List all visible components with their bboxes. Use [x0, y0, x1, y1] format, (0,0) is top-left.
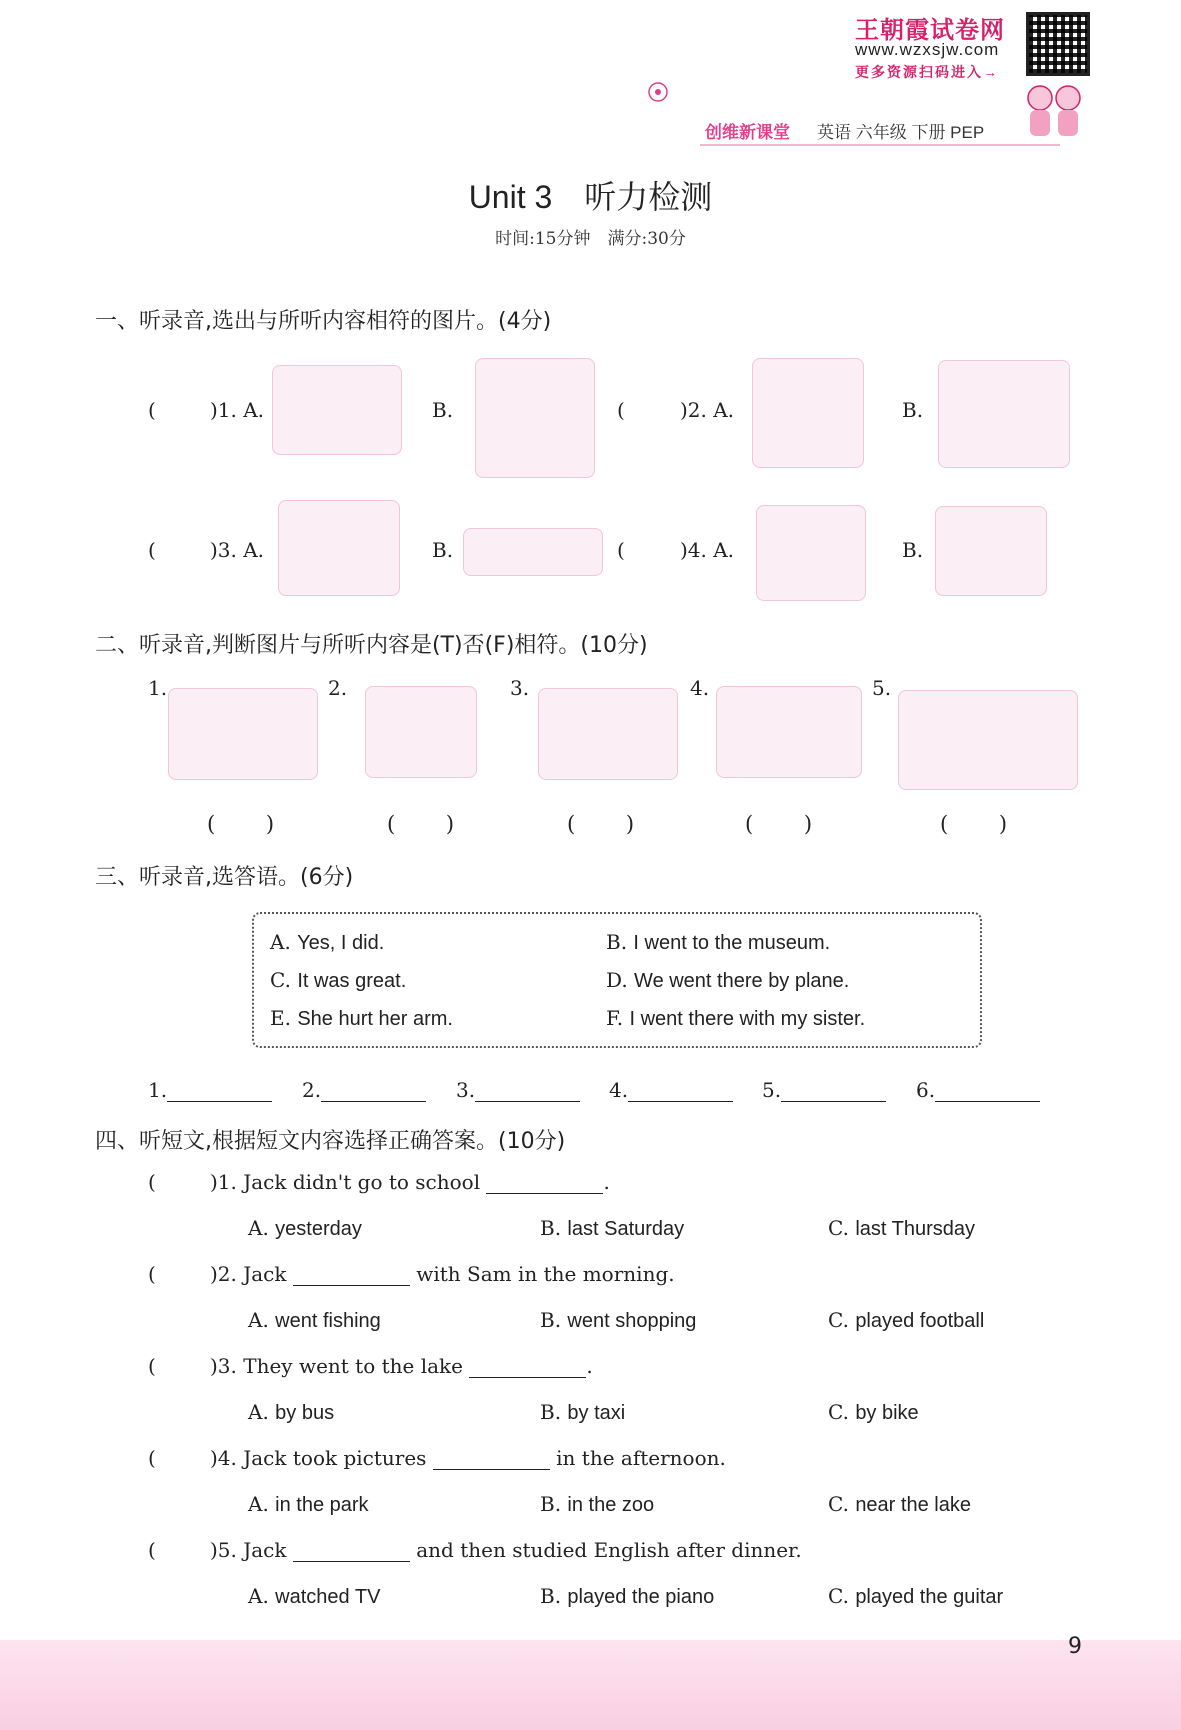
section4-heading: 四、听短文,根据短文内容选择正确答案。(10分): [95, 1129, 566, 1154]
brand-promo: 更多资源扫码进入→: [855, 64, 999, 80]
subject-label: 英语 六年级 下册 PEP: [817, 123, 985, 142]
paren-open: (: [148, 1170, 156, 1194]
paren-open: (: [617, 398, 625, 422]
question-4-label: )4. A.: [680, 538, 735, 562]
picture-2b[interactable]: [938, 360, 1070, 468]
question-3-label: )3. A.: [210, 538, 265, 562]
question-1b-label: B.: [432, 398, 454, 422]
choice-c[interactable]: C. near the lake: [828, 1492, 971, 1516]
paren-open: (: [148, 1538, 156, 1562]
choice-b[interactable]: B. in the zoo: [540, 1492, 655, 1516]
question-text: )4. Jack took pictures in the afternoon.: [210, 1446, 726, 1470]
paren-open: (: [148, 1262, 156, 1286]
tf-answer-paren[interactable]: ( ): [940, 812, 1030, 836]
tf-item-number: 3.: [510, 676, 530, 700]
tf-picture-2[interactable]: [365, 686, 477, 778]
choice-a[interactable]: A. went fishing: [248, 1308, 381, 1332]
section1-heading: 一、听录音,选出与所听内容相符的图片。(4分): [95, 309, 552, 334]
answer-blank-3[interactable]: 3.: [456, 1078, 580, 1102]
choice-a[interactable]: A. yesterday: [248, 1216, 362, 1240]
paren-open: (: [148, 1354, 156, 1378]
page-number: 9: [1068, 1634, 1082, 1659]
question-2b-label: B.: [902, 398, 924, 422]
choice-b[interactable]: B. by taxi: [540, 1400, 626, 1424]
choice-a[interactable]: A. watched TV: [248, 1584, 381, 1608]
option-a: A. Yes, I did.: [270, 930, 385, 954]
answer-blank-1[interactable]: 1.: [148, 1078, 272, 1102]
paren-open: (: [148, 1446, 156, 1470]
picture-3a[interactable]: [278, 500, 400, 596]
option-e: E. She hurt her arm.: [270, 1006, 453, 1030]
tf-picture-1[interactable]: [168, 688, 318, 780]
choice-c[interactable]: C. by bike: [828, 1400, 919, 1424]
option-b: B. I went to the museum.: [606, 930, 831, 954]
question-2-label: )2. A.: [680, 398, 735, 422]
sparkle-decoration-icon: [644, 78, 672, 106]
paren-open: (: [148, 538, 156, 562]
tf-picture-3[interactable]: [538, 688, 678, 780]
choice-b[interactable]: B. last Saturday: [540, 1216, 685, 1240]
tf-picture-5[interactable]: [898, 690, 1078, 790]
picture-4a[interactable]: [756, 505, 866, 601]
page-title: Unit 3 听力检测: [468, 179, 713, 215]
page-subtitle: 时间:15分钟 满分:30分: [495, 229, 686, 249]
choice-b[interactable]: B. played the piano: [540, 1584, 715, 1608]
qr-code-icon[interactable]: [1026, 12, 1090, 76]
question-1-label: )1. A.: [210, 398, 265, 422]
question-text: )3. They went to the lake .: [210, 1354, 593, 1378]
picture-2a[interactable]: [752, 358, 864, 468]
answer-blank-4[interactable]: 4.: [609, 1078, 733, 1102]
tf-answer-paren[interactable]: ( ): [387, 812, 477, 836]
tf-item-number: 5.: [872, 676, 892, 700]
choice-c[interactable]: C. last Thursday: [828, 1216, 975, 1240]
picture-1b[interactable]: [475, 358, 595, 478]
option-d: D. We went there by plane.: [606, 968, 850, 992]
choice-a[interactable]: A. by bus: [248, 1400, 335, 1424]
tf-answer-paren[interactable]: ( ): [745, 812, 835, 836]
tf-item-number: 4.: [690, 676, 710, 700]
tf-answer-paren[interactable]: ( ): [567, 812, 657, 836]
question-text: )5. Jack and then studied English after dinner.: [210, 1538, 802, 1562]
answer-blank-2[interactable]: 2.: [302, 1078, 426, 1102]
section3-heading: 三、听录音,选答语。(6分): [95, 865, 354, 890]
choice-a[interactable]: A. in the park: [248, 1492, 369, 1516]
question-text: )1. Jack didn't go to school .: [210, 1170, 610, 1194]
question-4b-label: B.: [902, 538, 924, 562]
footer-band: [0, 1640, 1181, 1730]
question-3b-label: B.: [432, 538, 454, 562]
tf-item-number: 1.: [148, 676, 168, 700]
option-f: F. I went there with my sister.: [606, 1006, 866, 1030]
paren-open: (: [148, 398, 156, 422]
picture-3b[interactable]: [463, 528, 603, 576]
option-c: C. It was great.: [270, 968, 407, 992]
answer-blank-6[interactable]: 6.: [916, 1078, 1040, 1102]
header-divider: [700, 144, 1060, 146]
series-name: 创维新课堂: [705, 123, 790, 142]
choice-c[interactable]: C. played football: [828, 1308, 985, 1332]
answer-blank-5[interactable]: 5.: [762, 1078, 886, 1102]
question-text: )2. Jack with Sam in the morning.: [210, 1262, 675, 1286]
brand-title: 王朝霞试卷网: [855, 17, 1005, 44]
cartoon-kids-icon: [1020, 80, 1090, 145]
paren-open: (: [617, 538, 625, 562]
choice-c[interactable]: C. played the guitar: [828, 1584, 1004, 1608]
picture-1a[interactable]: [272, 365, 402, 455]
brand-url[interactable]: www.wzxsjw.com: [855, 40, 1000, 59]
section2-heading: 二、听录音,判断图片与所听内容是(T)否(F)相符。(10分): [95, 633, 648, 658]
tf-item-number: 2.: [328, 676, 348, 700]
tf-answer-paren[interactable]: ( ): [207, 812, 297, 836]
tf-picture-4[interactable]: [716, 686, 862, 778]
choice-b[interactable]: B. went shopping: [540, 1308, 697, 1332]
picture-4b[interactable]: [935, 506, 1047, 596]
